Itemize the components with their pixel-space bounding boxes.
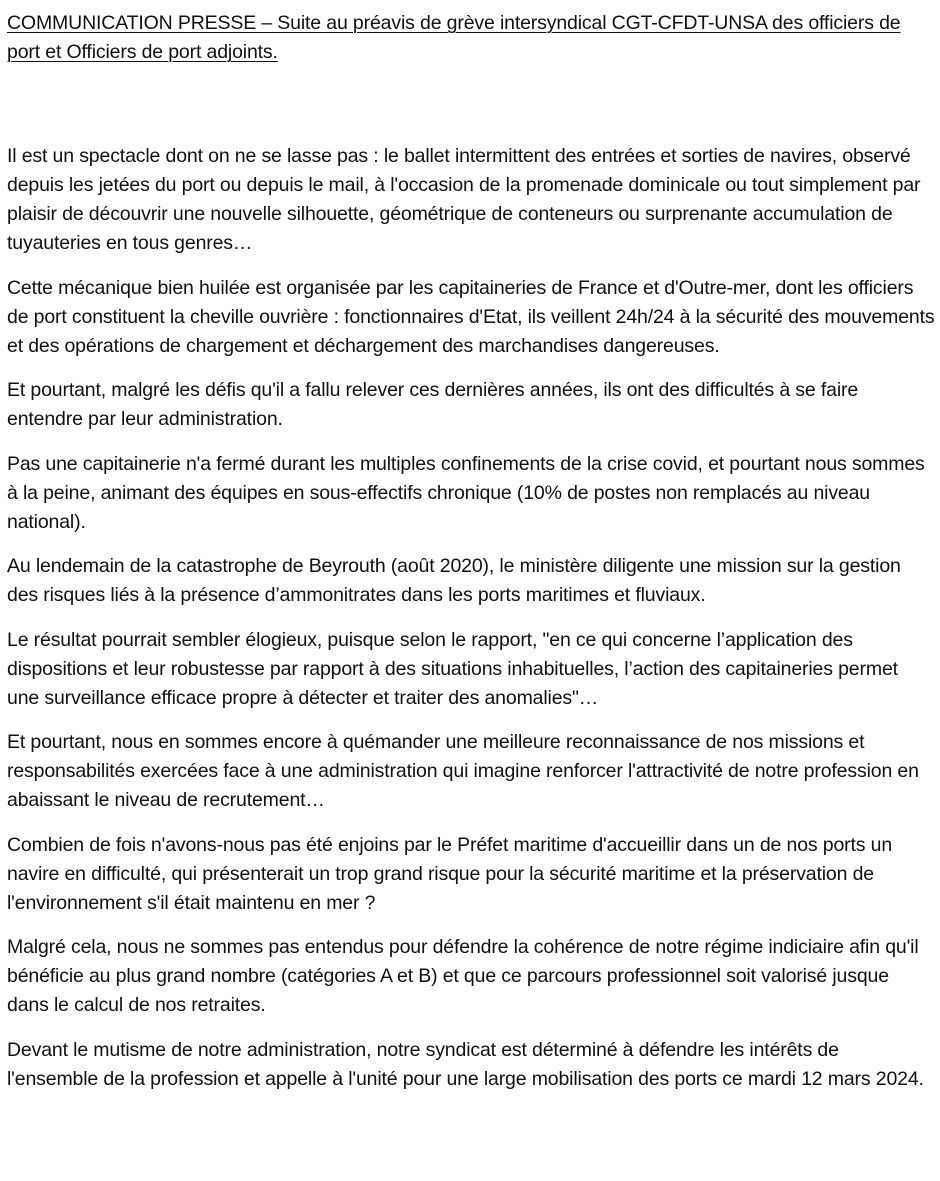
document-page xyxy=(7,9,935,1109)
document-title: COMMUNICATION PRESSE – Suite au préavis de grève intersyndical CGT-CFDT-UNSA des officiers de port et Officiers de port adjoints. xyxy=(7,12,901,63)
paragraph: Cette mécanique bien huilée est organisée par les capitaineries de France et d'Outre-mer, dont les officiers de port constituent la cheville ouvrière : fonctionnaires d'Etat, ils veillent 24h/24 à la sécurité des mouvements et des opérations de chargement et déchargement des marchandises dangereuses. xyxy=(7,276,935,357)
paragraph: Combien de fois n'avons-nous pas été enjoins par le Préfet maritime d'accueillir dans un de nos ports un navire en difficulté, qui présenterait un trop grand risque pour la sécurité maritime et la préservation de l'environnement s'il était maintenu en mer ? xyxy=(7,833,893,914)
paragraph: Au lendemain de la catastrophe de Beyrouth (août 2020), le ministère diligente une mission sur la gestion des risques liés à la présence d’ammonitrates dans les ports maritimes et fluviaux. xyxy=(7,555,901,606)
paragraph: Le résultat pourrait sembler élogieux, puisque selon le rapport, "en ce qui concerne l’application des dispositions et leur robustesse par rapport à des situations inhabituelles, l’action des capitaineries permet une surveillance efficace propre à détecter et traiter des anomalies"… xyxy=(7,628,898,709)
document-body xyxy=(7,142,935,1094)
paragraph: Et pourtant, nous en sommes encore à quémander une meilleure reconnaissance de nos missions et responsabilités exercées face à une administration qui imagine renforcer l'attractivité de notre profession en abaissant le niveau de recrutement… xyxy=(7,731,919,811)
paragraph: Pas une capitainerie n'a fermé durant les multiples confinements de la crise covid, et pourtant nous sommes à la peine, animant des équipes en sous-effectifs chronique (10% de postes non remplacés au niveau national). xyxy=(7,452,925,533)
paragraph: Malgré cela, nous ne sommes pas entendus pour défendre la cohérence de notre régime indiciaire afin qu'il bénéficie au plus grand nombre (catégories A et B) et que ce parcours professionnel soit valorisé jusque dans le calcul de nos retraites. xyxy=(7,936,919,1016)
paragraph: Devant le mutisme de notre administration, notre syndicat est déterminé à défendre les intérêts de l'ensemble de la profession et appelle à l'unité pour une large mobilisation des ports ce mardi 12 mars 2024. xyxy=(7,1038,924,1090)
paragraph: Et pourtant, malgré les défis qu'il a fallu relever ces dernières années, ils ont des difficultés à se faire entendre par leur administration. xyxy=(7,379,859,430)
paragraph: Il est un spectacle dont on ne se lasse pas : le ballet intermittent des entrées et sorties de navires, observé depuis les jetées du port ou depuis le mail, à l'occasion de la promenade dominicale ou tout simplement par plaisir de découvrir une nouvelle silhouette, géométrique de conteneurs ou surprenante accumulation de tuyauteries en tous genres… xyxy=(7,145,921,254)
